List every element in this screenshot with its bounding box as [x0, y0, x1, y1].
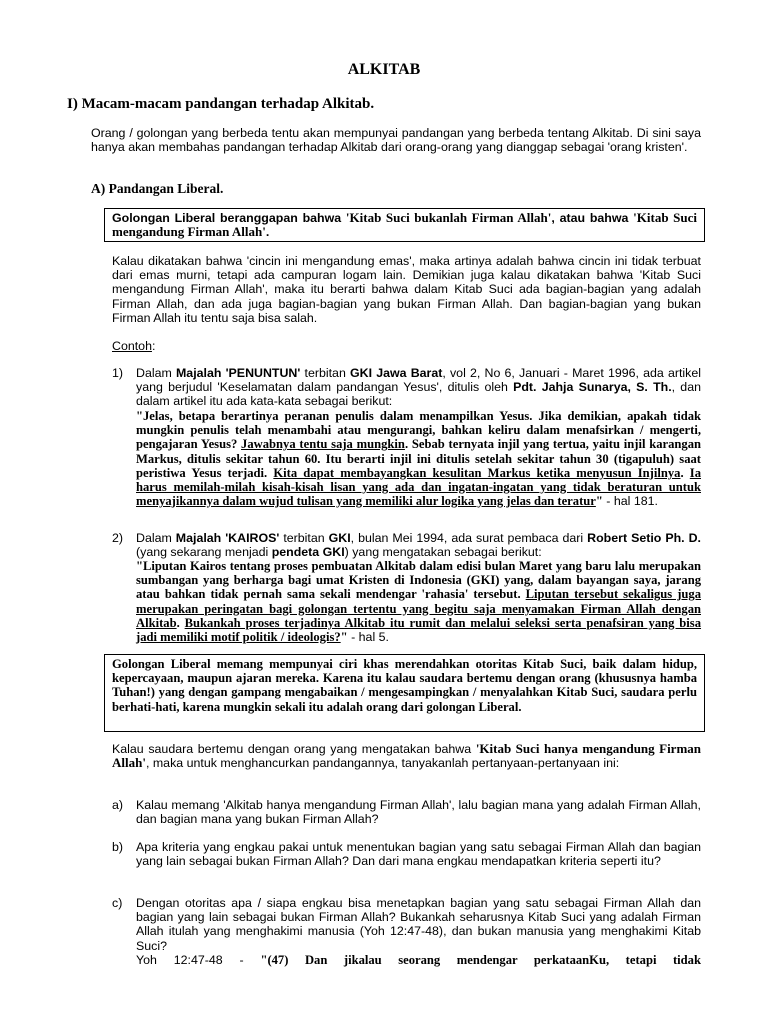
liberal-definition-box — [104, 208, 705, 242]
item2-role: pendeta GKI — [271, 545, 345, 560]
item1-intro — [136, 366, 701, 409]
section-heading: I) Macam-macam pandangan terhadap Alkitab. — [67, 96, 375, 112]
contoh-text: Contoh — [112, 339, 152, 353]
item2-publisher: GKI — [328, 531, 351, 545]
para2-text: , maka untuk menghancurkan pandangannya, tanyakanlah pertanyaan-pertanyaan ini: — [145, 756, 620, 771]
question-a-text: Kalau memang 'Alkitab hanya mengandung Firman Allah', lalu bagian mana yang adalah Firman Allah, dan bagian mana yang bukan Firman Allah? — [136, 798, 701, 827]
box2-text: Golongan Liberal memang mempunyai ciri khas merendahkan otoritas Kitab Suci, baik dalam hidup, kepercayaan, maupun ajaran mereka. Karena itu kalau saudara bertemu dengan orang (khususnya hamba Tuhan!) yang dengan gampang mengabaikan / mengesampingkan / menyalahkan Kitab Suci, saudara perlu berhati-hati, karena mungkin sekali itu adalah orang dari golongan Liberal. — [112, 657, 697, 714]
item2-quote — [136, 559, 701, 644]
questions-intro-paragraph — [112, 742, 701, 770]
liberal-warning-box — [104, 654, 705, 732]
box1-end: . — [265, 225, 270, 240]
item2-text: ) yang mengatakan sebagai berikut: — [344, 545, 542, 560]
box1-mid: , atau bahwa — [551, 211, 634, 225]
item2-text: Dalam — [136, 531, 176, 545]
question-c-number: c) — [112, 896, 123, 910]
quote-underlined: Jawabnya tentu saja mungkin — [241, 437, 405, 452]
quote-underlined: Bukankah proses terjadinya Alkitab itu rumit dan melalui seleksi serta penafsiran yang bisa jadi memiliki motif politik / ideologis? — [136, 615, 702, 645]
item1-text: Dalam — [136, 366, 176, 380]
box1-pre: Golongan Liberal beranggapan bahwa — [112, 211, 346, 225]
document-title: ALKITAB — [347, 61, 421, 78]
question-b-text: Apa kriteria yang engkau pakai untuk menentukan bagian yang satu sebagai Firman Allah dan bagian yang lain sebagai bukan Firman Allah? Dan dari mana engkau mendapatkan kriteria seperti itu? — [136, 840, 701, 869]
box1-quote2: 'Kitab Suci mengandung Firman Allah' — [112, 210, 697, 240]
quote-text: . Sebab ternyata injil yang tertua, yaitu injil karangan Markus, ditulis sekitar tahun 60. Itu berarti injil ini ditulis setelah sekitar tahun 30 (tigapuluh) saat peristiwa Yesus terjadi. — [136, 437, 702, 480]
item1-magazine: Majalah 'PENUNTUN' — [175, 366, 301, 380]
item1-author: Pdt. Jahja Sunarya, S. Th. — [513, 380, 672, 395]
para2-text: Kalau saudara bertemu dengan orang yang mengatakan bahwa — [112, 742, 476, 756]
item1-text: , vol 2, No 6, Januari - Maret 1996, ada artikel yang berjudul 'Keselamatan dalam pandangan Yesus', ditulis oleh — [136, 366, 702, 395]
explanation-paragraph: Kalau dikatakan bahwa 'cincin ini mengandung emas', maka artinya adalah bahwa cincin ini tidak terbuat dari emas murni, tetapi ada campuran logam lain. Demikian juga kalau dikatakan bahwa 'Kitab Suci mengandung Firman Allah', maka itu berarti bahwa dalam Kitab Suci ada bagian-bagian yang adalah Firman Allah, dan ada juga bagian-bagian yang bukan Firman Allah. Dan bagian-bagian yang bukan Firman Allah itu tentu saja bisa salah. — [112, 254, 701, 325]
quote-underlined: Kita dapat membayangkan kesulitan Markus ketika menyusun Injilnya — [273, 465, 681, 480]
para2-claim: 'Kitab Suci hanya mengandung Firman Allah' — [112, 741, 702, 771]
verse-dash: - — [222, 953, 261, 967]
verse-reference: Yoh 12:47-48 — [136, 953, 223, 967]
question-c-verse-line — [136, 953, 701, 967]
item1-quote — [136, 409, 701, 508]
example-label: Contoh: — [112, 339, 156, 353]
item1-text: terbitan — [300, 366, 351, 380]
item2-magazine: Majalah 'KAIROS' — [175, 531, 280, 545]
item2-text: (yang sekarang menjadi — [136, 545, 272, 560]
item2-page-ref: - hal 5. — [347, 630, 389, 645]
intro-paragraph: Orang / golongan yang berbeda tentu akan mempunyai pandangan yang berbeda tentang Alkitab. Di sini saya hanya akan membahas pandangan terhadap Alkitab dari orang-orang yang dianggap sebagai 'orang kristen'. — [91, 126, 701, 155]
question-c-text: Dengan otoritas apa / siapa engkau bisa menetapkan bagian yang satu sebagai Firman Allah dan bagian yang lain sebagai bukan Firman Allah? Bukankah seharusnya Kitab Suci yang adalah Firman Allah itulah yang menghakimi manusia (Yoh 12:47-48), dan bukan manusia yang menghakimi Kitab Suci? — [136, 896, 701, 953]
quote-text: " — [340, 630, 348, 645]
item1-page-ref: - hal 181. — [602, 494, 658, 509]
item1-publisher: GKI Jawa Barat — [350, 366, 443, 380]
item2-intro — [136, 531, 701, 559]
item2-text: terbitan — [279, 531, 329, 545]
quote-text: "Jelas, betapa berartinya peranan penulis dalam menampilkan Yesus. Jika demikian, apakah tidak mungkin penulis telah menambahi atau mengurangi, bahkan keliru dalam menafsirkan / mengerti, pengajaran Yesus? — [136, 409, 701, 452]
quote-underlined: Ia harus memilah-milah kisah-kisah lisan yang ada dan ingatan-ingatan yang tidak beraturan untuk menyajikannya dalam wujud tulisan yang memiliki alur logika yang jelas dan teratur — [136, 465, 701, 509]
box1-quote1: 'Kitab Suci bukanlah Firman Allah' — [345, 210, 552, 225]
item1-number: 1) — [112, 366, 124, 380]
quote-text: " — [595, 494, 603, 509]
item2-number: 2) — [112, 531, 124, 545]
verse-quote: "(47) Dan jikalau seorang mendengar perkataanKu, tetapi tidak — [260, 953, 701, 967]
question-b-number: b) — [112, 840, 124, 854]
question-a-number: a) — [112, 798, 124, 812]
subsection-heading: A) Pandangan Liberal. — [91, 181, 224, 196]
quote-text: . — [680, 465, 690, 480]
item2-text: , bulan Mei 1994, ada surat pembaca dari — [350, 531, 588, 545]
quote-underlined: Liputan tersebut sekaligus juga merupakan peringatan bagi golongan tertentu yang begitu saja menyamakan Firman Allah dengan Alkitab — [136, 587, 701, 630]
item1-text: , dan dalam artikel itu ada kata-kata sebagai berikut: — [136, 380, 701, 409]
quote-text: . — [176, 615, 185, 630]
item2-author: Robert Setio Ph. D. — [587, 531, 702, 545]
quote-text: "Liputan Kairos tentang proses pembuatan Alkitab dalam edisi bulan Maret yang baru lalu merupakan sumbangan yang berharga bagi umat Kristen di Indonesia (GKI) yang, dalam bayangan saya, jarang atau bahkan tidak pernah sama sekali mendengar 'rahasia' tersebut. — [136, 559, 701, 602]
